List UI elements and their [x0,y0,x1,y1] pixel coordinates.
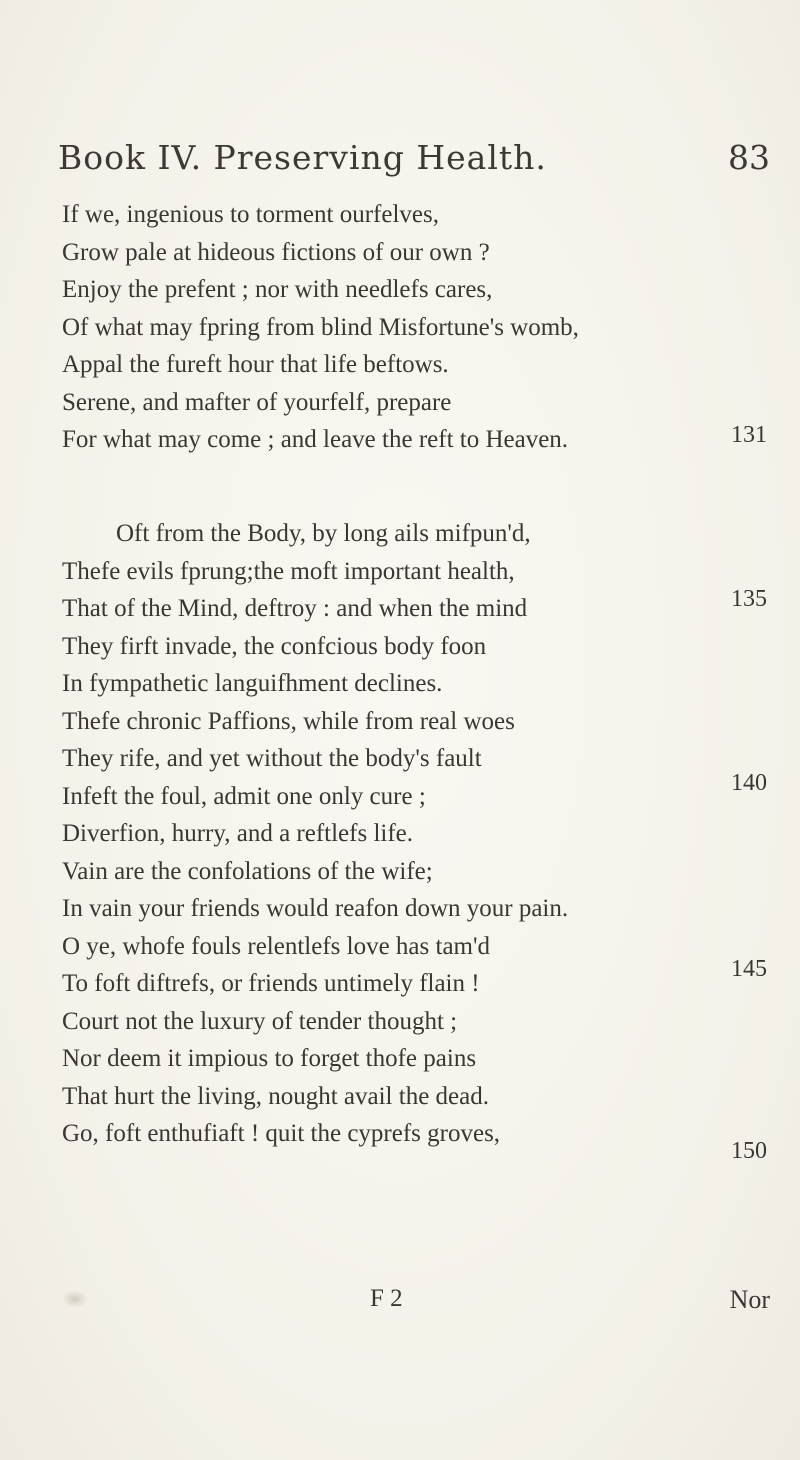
verse-line: Oft from the Body, by long ails mifpun'd, [116,520,531,547]
verse-line: Go, foft enthufiaft ! quit the cyprefs groves, [62,1120,501,1147]
verse-line: That of the Mind, deftroy : and when the mind [62,595,528,622]
verse-line: Thefe chronic Paffions, while from real woes [62,707,515,735]
page-number: 83 [728,138,770,177]
line-number: 150 [731,1138,767,1164]
catchword: Nor [729,1285,770,1314]
verse-line: For what may come ; and leave the reft to Heaven. [62,426,569,453]
ink-smudge [62,1290,88,1308]
verse-line: Grow pale at hideous fictions of our own ? [62,238,490,266]
verse-line: Vain are the confolations of the wife; [62,857,433,885]
verse-line: Serene, and mafter of yourfelf, prepare [62,388,452,416]
verse-line: Appal the fureft hour that life beftows. [62,351,449,378]
verse-line: O ye, whofe fouls relentlefs love has tam'd [62,932,490,960]
verse-line: Diverfion, hurry, and a reftlefs life. [62,820,414,847]
running-head-title: Book IV. Preserving Health. [58,138,547,177]
running-head [58,138,770,188]
line-number: 140 [731,770,767,796]
verse-line: Enjoy the prefent ; nor with needlefs cares, [62,276,493,303]
line-number: 135 [731,586,767,612]
verse-line: If we, ingenious to torment ourfelves, [62,201,439,228]
verse-line: Nor deem it impious to forget thofe pains [62,1045,477,1072]
verse-line: Thefe evils fprung;the moft important health, [62,557,515,585]
verse-line: Of what may fpring from blind Misfortune's womb, [62,313,579,341]
verse-line: They rife, and yet without the body's fault [62,745,482,772]
verse-line: To foft diftrefs, or friends untimely flain ! [62,970,480,997]
line-number: 145 [731,956,767,982]
verse-line: Court not the luxury of tender thought ; [62,1007,458,1035]
stanza-1 [62,196,722,459]
line-number: 131 [731,422,767,448]
verse-line: That hurt the living, nought avail the dead. [62,1082,489,1110]
verse-line: They firft invade, the confcious body foon [62,632,487,660]
stanza-2 [62,515,722,1153]
verse-line: Infeft the foul, admit one only cure ; [62,782,426,810]
verse-line: In vain your friends would reafon down your pain. [62,895,569,922]
verse-line: In fympathetic languifhment declines. [62,670,443,697]
signature-mark: F 2 [370,1285,403,1312]
